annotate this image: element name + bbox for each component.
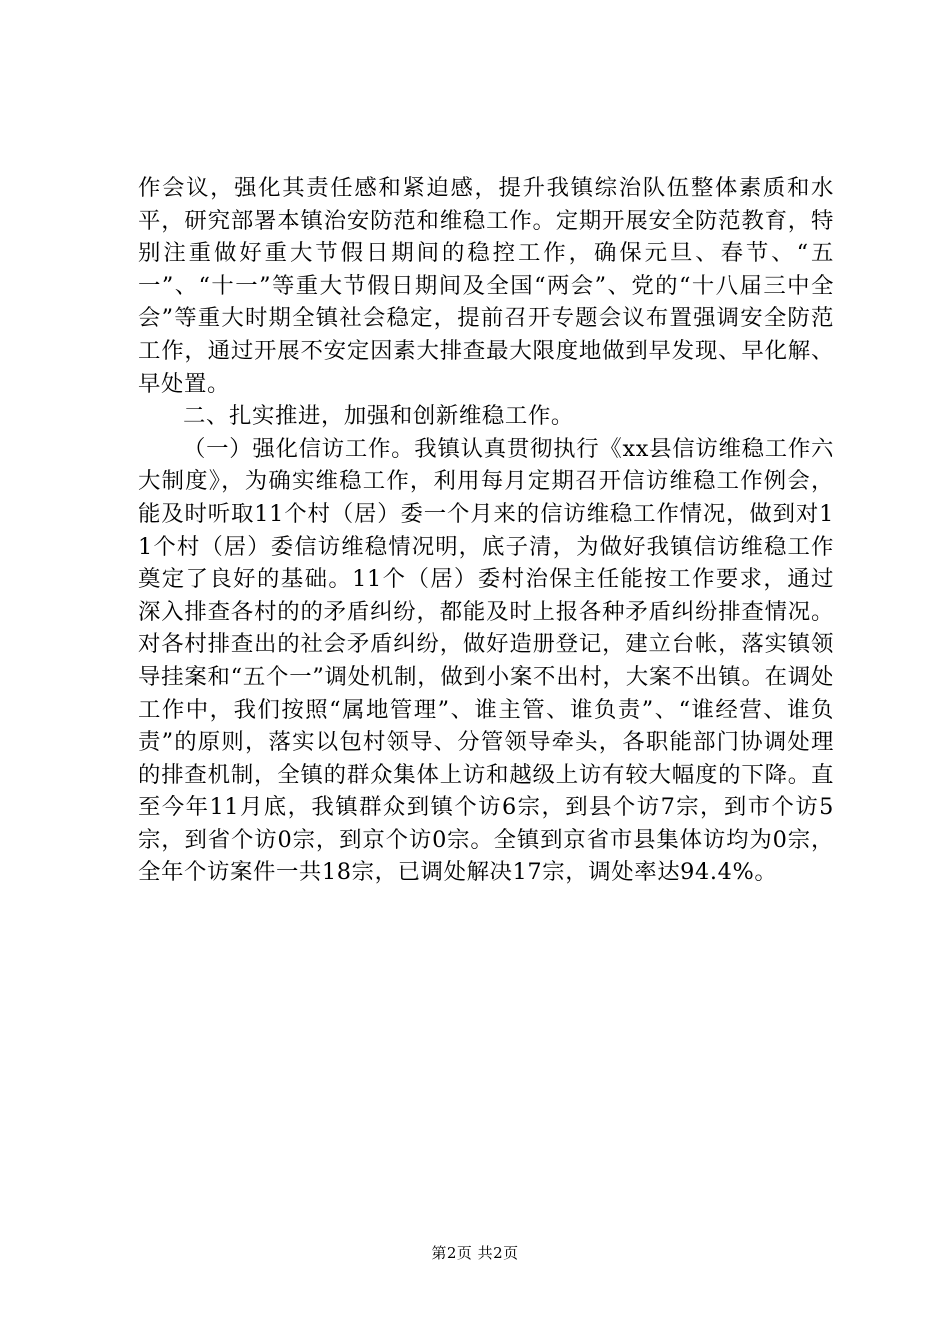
document-body bbox=[138, 172, 834, 889]
section-heading: 二、扎实推进，加强和创新维稳工作。 bbox=[183, 403, 574, 430]
paragraph-continuation: 作会议，强化其责任感和紧迫感，提升我镇综治队伍整体素质和水平，研究部署本镇治安防范和维稳工作。定期开展安全防范教育，特别注重做好重大节假日期间的稳控工作，确保元旦、春节、“五一”、“十一”等重大节假日期间及全国“两会”、党的“十八届三中全会”等重大时期全镇社会稳定，提前召开专题会议布置强调安全防范工作，通过开展不安定因素大排查最大限度地做到早发现、早化解、早处置。 bbox=[138, 175, 834, 397]
page-footer: 第2页 共2页 bbox=[431, 1244, 519, 1262]
paragraph-petition-work: （一）强化信访工作。我镇认真贯彻执行《xx县信访维稳工作六大制度》，为确实维稳工作，利用每月定期召开信访维稳工作例会，能及时听取11个村（居）委一个月来的信访维稳工作情况，做到对11个村（居）委信访维稳情况明，底子清，为做好我镇信访维稳工作奠定了良好的基础。11个（居）委村治保主任能按工作要求，通过深入排查各村的的矛盾纠纷，都能及时上报各种矛盾纠纷排查情况。对各村排查出的社会矛盾纠纷，做好造册登记，建立台帐，落实镇领导挂案和“五个一”调处机制，做到小案不出村，大案不出镇。在调处工作中，我们按照“属地管理”、谁主管、谁负责”、“谁经营、谁负责”的原则，落实以包村领导、分管领导牵头，各职能部门协调处理的排查机制，全镇的群众集体上访和越级上访有较大幅度的下降。直至今年11月底，我镇群众到镇个访6宗，到县个访7宗，到市个访5宗，到省个访0宗，到京个访0宗。全镇到京省市县集体访均为0宗，全年个访案件一共18宗，已调处解决17宗，调处率达94.4%。 bbox=[138, 435, 834, 886]
